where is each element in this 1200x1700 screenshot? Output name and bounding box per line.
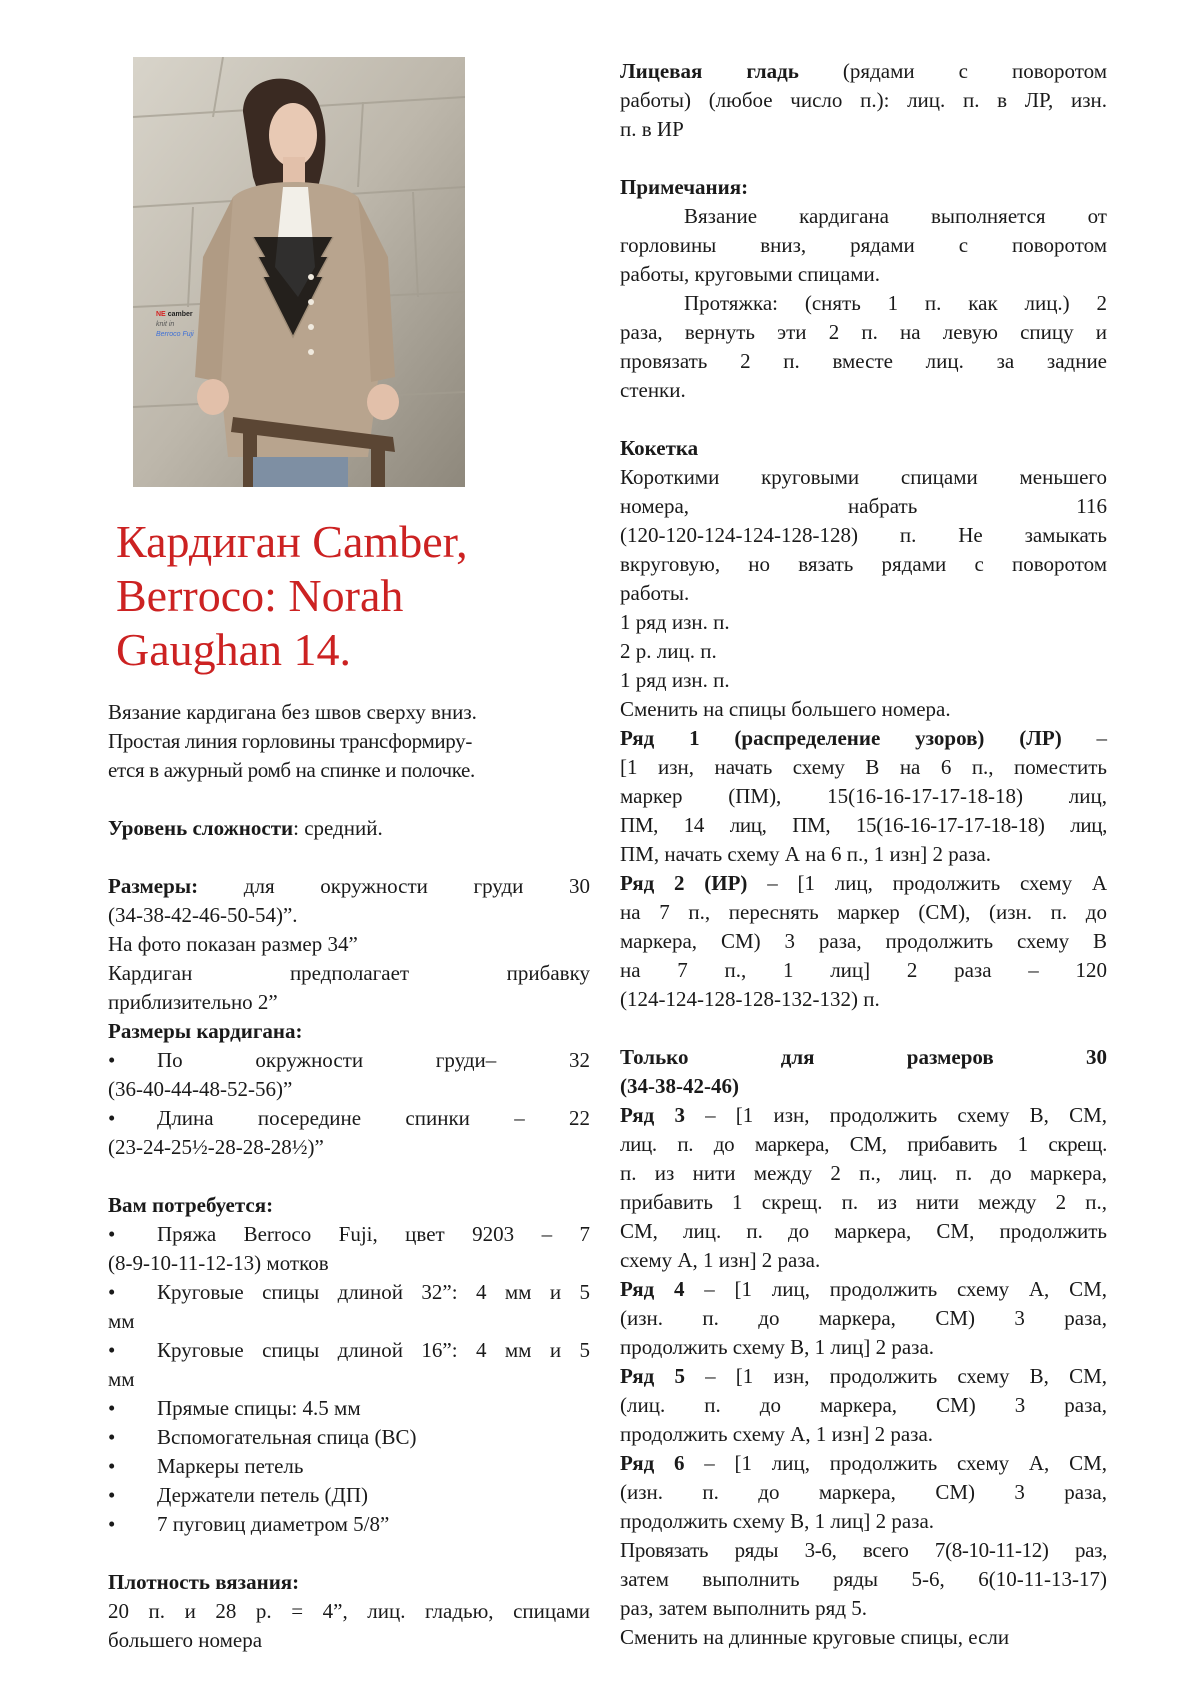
row2-line: маркера, СМ) 3 раза, продолжить схему В <box>620 929 1107 953</box>
notes-line: работы, круговыми спицами. <box>620 262 880 286</box>
row1-label: Ряд 1 (распределение узоров) (ЛР) <box>620 726 1062 750</box>
yoke-line: работы. <box>620 581 690 605</box>
notes-line: горловины вниз, рядами с поворотом <box>620 233 1107 257</box>
photo-caption <box>156 310 194 340</box>
left-column <box>108 698 590 1655</box>
intro-line: ется в ажурный ромб на спинке и полочке. <box>108 758 475 782</box>
repeat-line: Провязать ряды 3-6, всего 7(8-10-11-12) раз, <box>620 1538 1107 1562</box>
title-line-1: Кардиган Camber, <box>116 516 468 567</box>
ease-line: приблизительно 2” <box>108 990 278 1014</box>
difficulty-label: Уровень сложности <box>108 816 294 840</box>
repeat-line: раз, затем выполнить ряд 5. <box>620 1596 868 1620</box>
row3-line: Ряд 3 – [1 изн, продолжить схему В, СМ, <box>620 1103 1107 1127</box>
materials-heading: Вам потребуется: <box>108 1193 274 1217</box>
yoke-line: вкруговую, но вязать рядами с поворотом <box>620 552 1107 576</box>
material-item-cont: (8-9-10-11-12-13) мотков <box>108 1251 329 1275</box>
notes-heading: Примечания: <box>620 175 749 199</box>
title-line-2: Berroco: Norah <box>116 570 404 621</box>
row1-line: [1 изн, начать схему В на 6 п., поместить <box>620 755 1107 779</box>
notes-line: Протяжка: (снять 1 п. как лиц.) 2 <box>684 291 1107 315</box>
sizes-text: для окружности груди 30 <box>198 874 590 898</box>
difficulty-value: : средний. <box>293 816 383 840</box>
material-item: • Прямые спицы: 4.5 мм <box>108 1396 361 1420</box>
row3-line: схему А, 1 изн] 2 раза. <box>620 1248 821 1272</box>
yoke-line: номера, набрать 116 <box>620 494 1107 518</box>
gauge-line: 20 п. и 28 р. = 4”, лиц. гладью, спицами <box>108 1599 590 1623</box>
material-item: • 7 пуговиц диаметром 5/8” <box>108 1512 390 1536</box>
row2-line: на 7 п., переснять маркер (СМ), (изн. п. до <box>620 900 1107 924</box>
material-item: • Держатели петель (ДП) <box>108 1483 368 1507</box>
difficulty <box>108 814 590 843</box>
caption-brand: NE <box>156 311 166 318</box>
material-item-cont: мм <box>108 1367 135 1391</box>
intro-line: Простая линия горловины трансформиру- <box>108 729 472 753</box>
stockinette-line: Лицевая гладь (рядами с поворотом <box>620 59 1108 83</box>
row1-line: ПМ, 14 лиц, ПМ, 15(16-16-17-17-18-18) лиц, <box>620 813 1107 837</box>
sizes-line <box>108 872 590 901</box>
yoke-line: (120-120-124-124-128-128) п. Не замыкать <box>620 523 1107 547</box>
row5-line: продолжить схему А, 1 изн] 2 раза. <box>620 1422 934 1446</box>
row-line: 1 ряд изн. п. <box>620 610 730 634</box>
row1-line: ПМ, начать схему А на 6 п., 1 изн] 2 раза. <box>620 842 991 866</box>
row2-line: на 7 п., 1 лиц] 2 раза – 120 <box>620 958 1107 982</box>
only-sizes-heading: Только для размеров 30 <box>620 1045 1107 1069</box>
title-line-3: Gaughan 14. <box>116 624 352 675</box>
cardigan-photo <box>133 57 465 487</box>
material-item-cont: мм <box>108 1309 135 1333</box>
stockinette-line: работы) (любое число п.): лиц. п. в ЛР, изн. <box>620 88 1107 112</box>
row5-label: Ряд 5 <box>620 1364 685 1388</box>
row3-line: лиц. п. до маркера, СМ, прибавить 1 скрещ. <box>620 1132 1107 1156</box>
length-item: • Длина посередине спинки – 22 <box>108 1106 590 1130</box>
cardigan-sizes-heading: Размеры кардигана: <box>108 1019 303 1043</box>
yoke-heading: Кокетка <box>620 436 699 460</box>
chest-item-cont: (36-40-44-48-52-56)” <box>108 1077 293 1101</box>
row2-line: Ряд 2 (ИР) – [1 лиц, продолжить схему А <box>620 871 1107 895</box>
material-item: • Пряжа Berroco Fuji, цвет 9203 – 7 <box>108 1222 590 1246</box>
notes-line: стенки. <box>620 378 686 402</box>
row1-line: маркер (ПМ), 15(16-16-17-17-18-18) лиц, <box>620 784 1107 808</box>
row2-line: (124-124-128-128-132-132) п. <box>620 987 880 1011</box>
sizes-label: Размеры: <box>108 874 199 898</box>
caption-name: camber <box>167 311 193 318</box>
row2-label: Ряд 2 (ИР) <box>620 871 748 895</box>
sizes-line: (34-38-42-46-50-54)”. <box>108 903 298 927</box>
right-column <box>620 57 1107 1652</box>
caption-knit: knit in <box>156 321 175 328</box>
row4-label: Ряд 4 <box>620 1277 685 1301</box>
row4-line: продолжить схему В, 1 лиц] 2 раза. <box>620 1335 935 1359</box>
row3-label: Ряд 3 <box>620 1103 685 1127</box>
only-sizes-heading-cont: (34-38-42-46) <box>620 1074 739 1098</box>
row5-line: Ряд 5 – [1 изн, продолжить схему В, СМ, <box>620 1364 1107 1388</box>
notes-line: Вязание кардигана выполняется от <box>684 204 1107 228</box>
repeat-line: затем выполнить ряды 5-6, 6(10-11-13-17) <box>620 1567 1107 1591</box>
material-item: • Круговые спицы длиной 32”: 4 мм и 5 <box>108 1280 590 1304</box>
row3-line: СМ, лиц. п. до маркера, СМ, продолжить <box>620 1219 1107 1243</box>
row6-line: продолжить схему В, 1 лиц] 2 раза. <box>620 1509 935 1533</box>
intro-line: Вязание кардигана без швов сверху вниз. <box>108 700 477 724</box>
stockinette-line: п. в ИР <box>620 117 684 141</box>
chest-item: • По окружности груди– 32 <box>108 1048 590 1072</box>
row6-line: Ряд 6 – [1 лиц, продолжить схему А, СМ, <box>620 1451 1107 1475</box>
row4-line: (изн. п. до маркера, СМ) 3 раза, <box>620 1306 1107 1330</box>
row6-line: (изн. п. до маркера, СМ) 3 раза, <box>620 1480 1107 1504</box>
material-item: • Круговые спицы длиной 16”: 4 мм и 5 <box>108 1338 590 1362</box>
row-line: Сменить на спицы большего номера. <box>620 697 951 721</box>
row5-line: (лиц. п. до маркера, СМ) 3 раза, <box>620 1393 1107 1417</box>
last-line: Сменить на длинные круговые спицы, если <box>620 1625 1010 1649</box>
caption-yarn: Berroco Fuji <box>156 331 194 338</box>
model-photo-image <box>133 57 465 487</box>
gauge-heading: Плотность вязания: <box>108 1570 300 1594</box>
row4-line: Ряд 4 – [1 лиц, продолжить схему А, СМ, <box>620 1277 1107 1301</box>
material-item: • Маркеры петель <box>108 1454 304 1478</box>
yoke-line: Короткими круговыми спицами меньшего <box>620 465 1107 489</box>
row3-line: прибавить 1 скрещ. п. из нити между 2 п., <box>620 1190 1107 1214</box>
row1-line: Ряд 1 (распределение узоров) (ЛР) – <box>620 726 1108 750</box>
notes-line: раза, вернуть эти 2 п. на левую спицу и <box>620 320 1107 344</box>
photo-size: На фото показан размер 34” <box>108 932 358 956</box>
stockinette-label: Лицевая гладь <box>620 59 799 83</box>
row3-line: п. из нити между 2 п., лиц. п. до маркера, <box>620 1161 1107 1185</box>
material-item: • Вспомогательная спица (ВС) <box>108 1425 417 1449</box>
gauge-line: большего номера <box>108 1628 263 1652</box>
row-line: 2 р. лиц. п. <box>620 639 717 663</box>
row-line: 1 ряд изн. п. <box>620 668 730 692</box>
ease-line: Кардиган предполагает прибавку <box>108 961 590 985</box>
length-item-cont: (23-24-25½-28-28-28½)” <box>108 1135 324 1159</box>
notes-line: провязать 2 п. вместе лиц. за задние <box>620 349 1107 373</box>
row6-label: Ряд 6 <box>620 1451 685 1475</box>
pattern-title <box>116 515 556 677</box>
